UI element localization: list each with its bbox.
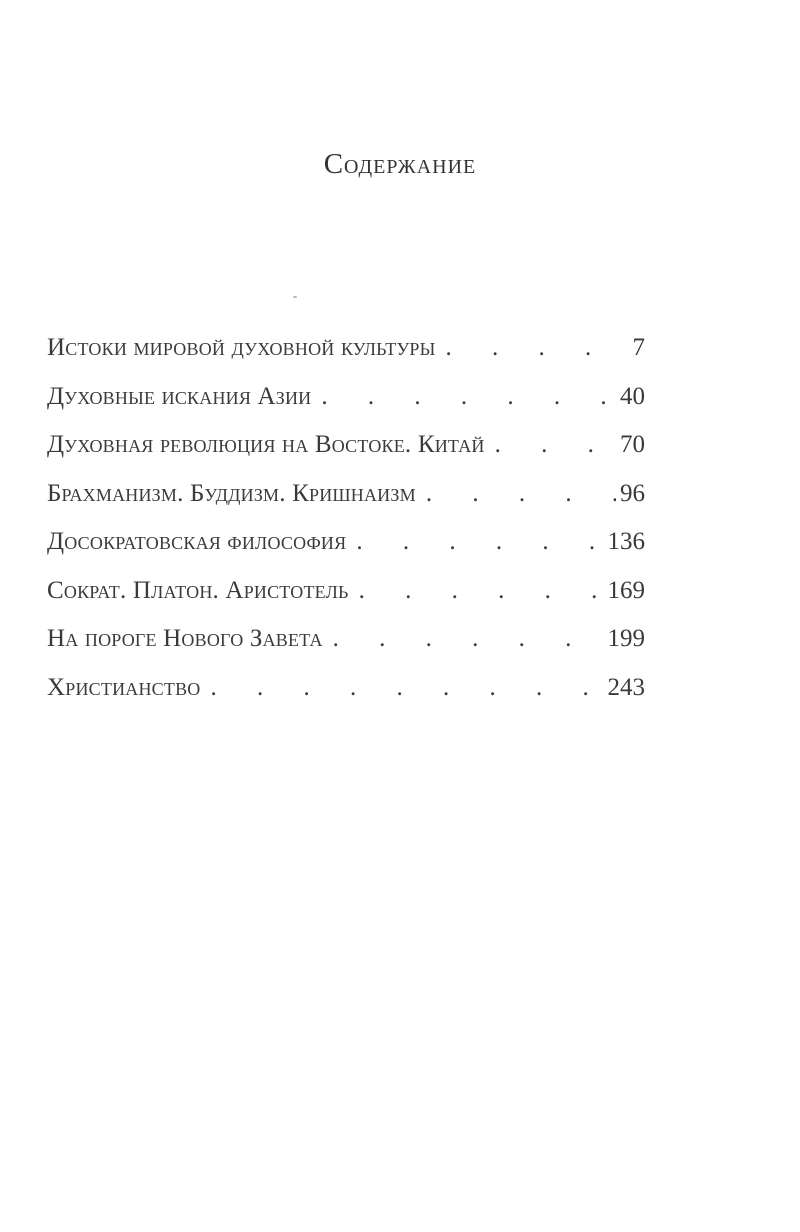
toc-entry xyxy=(47,480,645,529)
toc-dot-leader xyxy=(416,480,616,508)
toc-entry-page: 96 xyxy=(620,479,645,507)
toc-entry xyxy=(47,625,645,674)
toc-entry-title: На пороге Нового Завета xyxy=(47,625,323,652)
toc-entry-title: Сократ. Платон. Аристотель xyxy=(47,576,349,604)
toc-entry xyxy=(47,334,645,383)
toc-entry xyxy=(47,674,645,723)
toc-entry-page: 40 xyxy=(620,382,645,410)
toc-entry-page: 243 xyxy=(607,673,645,701)
toc-entry xyxy=(47,431,645,480)
toc-entry-title: Досократовская философия xyxy=(47,528,347,555)
toc-entry xyxy=(47,383,645,432)
toc-entry-title: Христианство xyxy=(47,673,201,701)
toc-entry-title: Истоки мировой духовной культуры xyxy=(47,334,436,361)
toc-dot-leader xyxy=(200,674,603,702)
toc-entry-page: 169 xyxy=(607,576,645,604)
toc-entry-page: 199 xyxy=(607,625,645,652)
toc-dot-leader xyxy=(436,334,629,362)
paper-speck xyxy=(293,296,297,298)
toc-entry xyxy=(47,577,645,626)
toc-dot-leader xyxy=(323,625,604,653)
toc-entry xyxy=(47,528,645,577)
toc-dot-leader xyxy=(349,577,604,605)
toc-entry-page: 7 xyxy=(632,334,645,361)
toc-dot-leader xyxy=(346,528,603,556)
table-of-contents xyxy=(47,334,645,722)
contents-heading: Содержание xyxy=(323,148,477,180)
toc-dot-leader xyxy=(485,431,616,459)
toc-entry-page: 136 xyxy=(607,528,645,555)
toc-entry-title: Брахманизм. Буддизм. Кришнаизм xyxy=(47,479,416,507)
toc-entry-page: 70 xyxy=(620,431,645,458)
toc-entry-title: Духовная революция на Востоке. Китай xyxy=(47,431,485,458)
toc-dot-leader xyxy=(311,383,616,411)
toc-entry-title: Духовные искания Азии xyxy=(47,382,312,410)
